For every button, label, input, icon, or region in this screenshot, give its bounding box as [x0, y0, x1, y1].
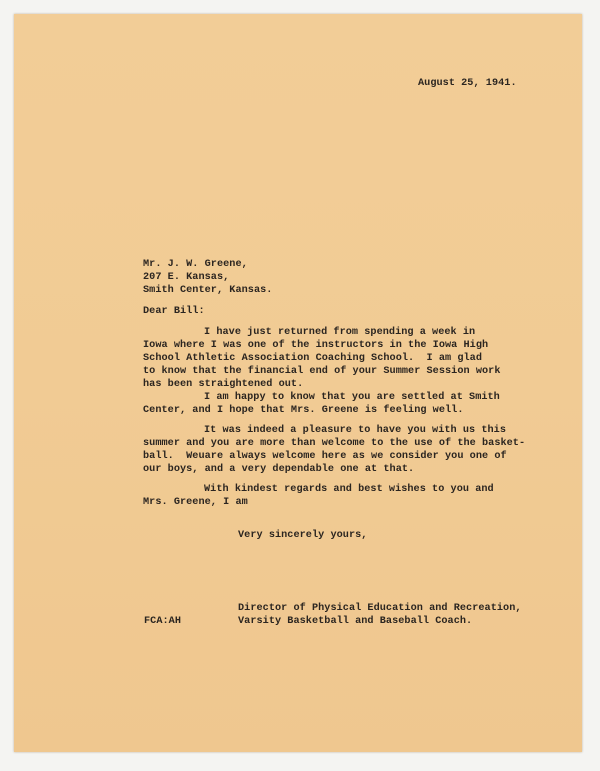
recipient-name: Mr. J. W. Greene,: [143, 259, 248, 270]
paragraph-4-line-2: Mrs. Greene, I am: [143, 497, 248, 508]
recipient-city: Smith Center, Kansas.: [143, 285, 273, 296]
letter-date: August 25, 1941.: [418, 78, 517, 89]
signature-title-line-2: Varsity Basketball and Baseball Coach.: [238, 616, 473, 627]
paragraph-1-line-2: Iowa where I was one of the instructors in the Iowa High: [143, 340, 489, 351]
paragraph-3-line-3: ball. Weuare always welcome here as we consider you one of: [143, 451, 507, 462]
paragraph-2-line-2: Center, and I hope that Mrs. Greene is feeling well.: [143, 405, 464, 416]
paragraph-4-line-1: With kindest regards and best wishes to you and: [204, 484, 494, 495]
paragraph-3-line-4: our boys, and a very dependable one at that.: [143, 464, 415, 475]
paragraph-2-line-1: I am happy to know that you are settled at Smith: [204, 392, 500, 403]
signature-title-line-1: Director of Physical Education and Recreation,: [238, 603, 522, 614]
salutation: Dear Bill:: [143, 306, 205, 317]
paragraph-3-line-1: It was indeed a pleasure to have you with us this: [204, 425, 507, 436]
recipient-street: 207 E. Kansas,: [143, 272, 230, 283]
paragraph-3-line-2: summer and you are more than welcome to the use of the basket-: [143, 438, 526, 449]
paragraph-1-line-4: to know that the financial end of your Summer Session work: [143, 366, 501, 377]
paragraph-1-line-3: School Athletic Association Coaching School. I am glad: [143, 353, 482, 364]
paragraph-1-line-5: has been straightened out.: [143, 379, 304, 390]
typist-initials: FCA:AH: [144, 616, 181, 627]
closing: Very sincerely yours,: [238, 530, 368, 541]
paragraph-1-line-1: I have just returned from spending a week in: [204, 327, 476, 338]
